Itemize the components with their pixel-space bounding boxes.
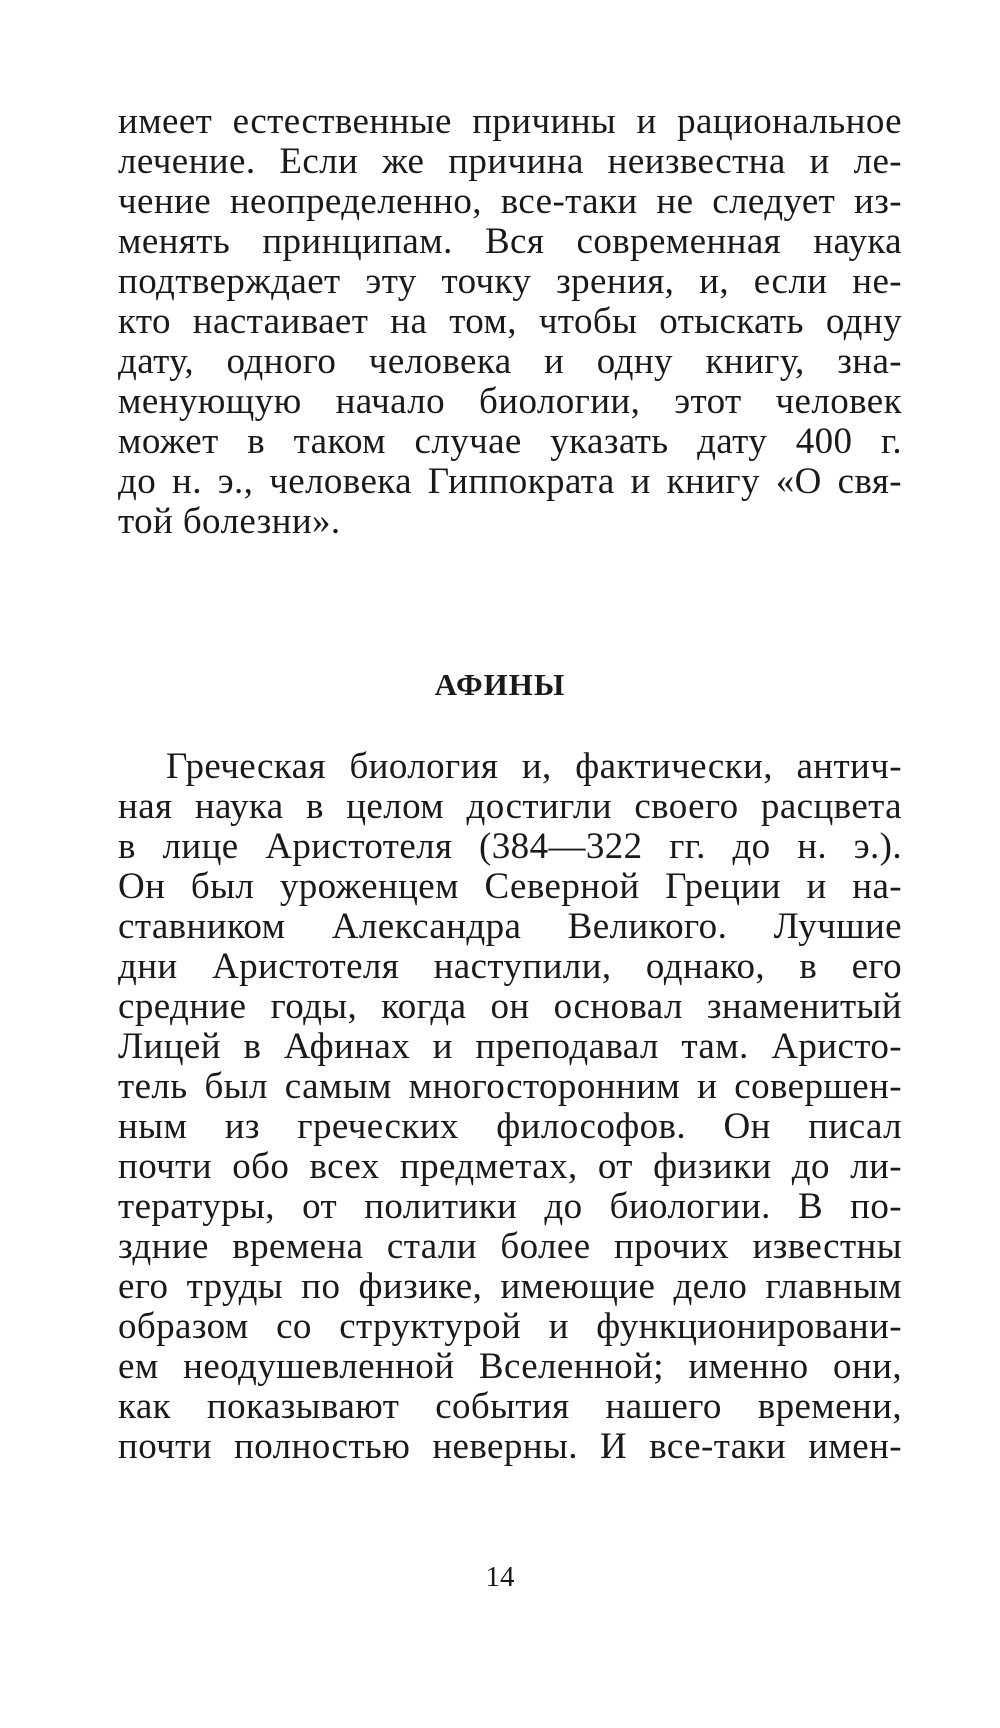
text-line: ем неодушевленной Вселенной; именно они,	[118, 1346, 902, 1387]
text-line: ным из греческих философов. Он писал	[118, 1106, 902, 1147]
text-line: дату, одного человека и одну книгу, зна-	[118, 341, 902, 382]
paragraph-athens	[118, 747, 902, 1467]
text-line: дни Аристотеля наступили, однако, в его	[118, 946, 902, 987]
text-line: подтверждает эту точку зрения, и, если не-	[118, 261, 902, 302]
text-line: кто настаивает на том, чтобы отыскать одну	[118, 301, 902, 342]
text-line: может в таком случае указать дату 400 г.	[118, 421, 902, 462]
paragraph-continuation	[118, 102, 902, 542]
text-line: средние годы, когда он основал знаменитый	[118, 986, 902, 1027]
text-line: до н. э., человека Гиппократа и книгу «О свя-	[118, 461, 902, 502]
text-line: лечение. Если же причина неизвестна и ле-	[118, 141, 902, 182]
text-line: менять принципам. Вся современная наука	[118, 221, 902, 262]
text-line: ная наука в целом достигли своего расцвета	[118, 786, 902, 827]
section-heading: АФИНЫ	[434, 667, 566, 702]
text-line: образом со структурой и функционировани-	[118, 1306, 902, 1347]
text-line: здние времена стали более прочих известны	[118, 1226, 902, 1267]
text-line: в лице Аристотеля (384—322 гг. до н. э.).	[118, 826, 902, 867]
text-line: почти полностью неверны. И все-таки имен-	[118, 1426, 902, 1467]
text-line: Лицей в Афинах и преподавал там. Аристо-	[118, 1026, 902, 1067]
text-line: ставником Александра Великого. Лучшие	[118, 906, 902, 947]
text-line: как показывают события нашего времени,	[118, 1386, 902, 1427]
text-line: имеет естественные причины и рациональное	[118, 101, 902, 142]
text-line: чение неопределенно, все-таки не следует из-	[118, 181, 902, 222]
text-line: Он был уроженцем Северной Греции и на-	[118, 866, 902, 907]
text-line: Греческая биология и, фактически, антич-	[166, 746, 902, 787]
text-line: той болезни».	[118, 501, 341, 542]
text-line: его труды по физике, имеющие дело главным	[118, 1266, 902, 1307]
page-number: 14	[485, 1561, 515, 1593]
text-line: тель был самым многосторонним и совершен-	[118, 1066, 902, 1107]
text-line: почти обо всех предметах, от физики до ли-	[118, 1146, 902, 1187]
text-line: тературы, от политики до биологии. В по-	[118, 1186, 902, 1227]
text-line: менующую начало биологии, этот человек	[118, 381, 902, 422]
